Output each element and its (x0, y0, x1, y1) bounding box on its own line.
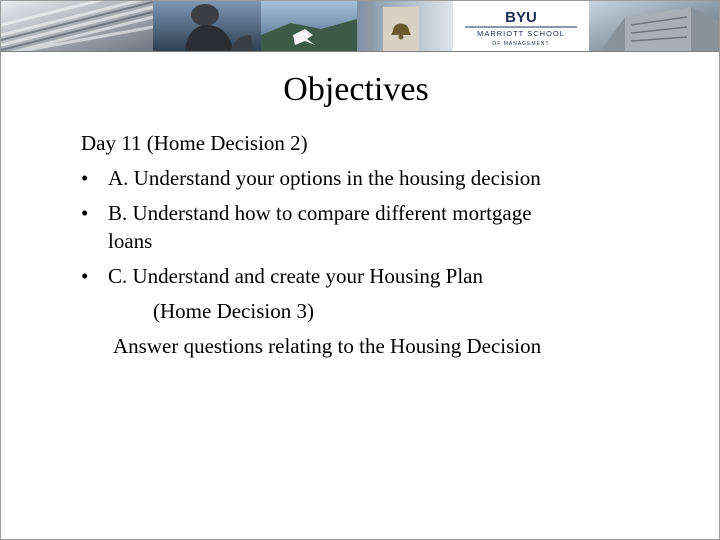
bullet-text-b-continued: loans (108, 229, 153, 253)
bullet-marker: • (81, 201, 89, 225)
sub-line: (Home Decision 3) (153, 299, 314, 323)
bullet-text-b: B. Understand how to compare different mortgage (108, 201, 532, 225)
bullet-text-c: C. Understand and create your Housing Plan (108, 264, 483, 288)
logo-line-1: MARRIOTT SCHOOL (477, 29, 565, 38)
bell-tower-photo (357, 1, 453, 51)
bullet-text-a: A. Understand your options in the housing decision (108, 166, 541, 190)
statue-photo (153, 1, 261, 51)
logo-wordmark: BYU (505, 9, 537, 26)
slide-title: Objectives (283, 71, 429, 108)
header-banner (1, 1, 719, 52)
day-heading: Day 11 (Home Decision 2) (81, 131, 308, 155)
y-mountain-photo (261, 1, 357, 51)
closing-line: Answer questions relating to the Housing Decision (113, 334, 542, 358)
byu-logo (453, 1, 589, 51)
banner-photo-strip (1, 1, 719, 51)
bullet-marker: • (81, 264, 89, 288)
building-photo (589, 1, 719, 51)
logo-line-2: OF MANAGEMENT (492, 41, 550, 47)
banner-photo-stripes (1, 1, 153, 51)
bullet-marker: • (81, 166, 89, 190)
